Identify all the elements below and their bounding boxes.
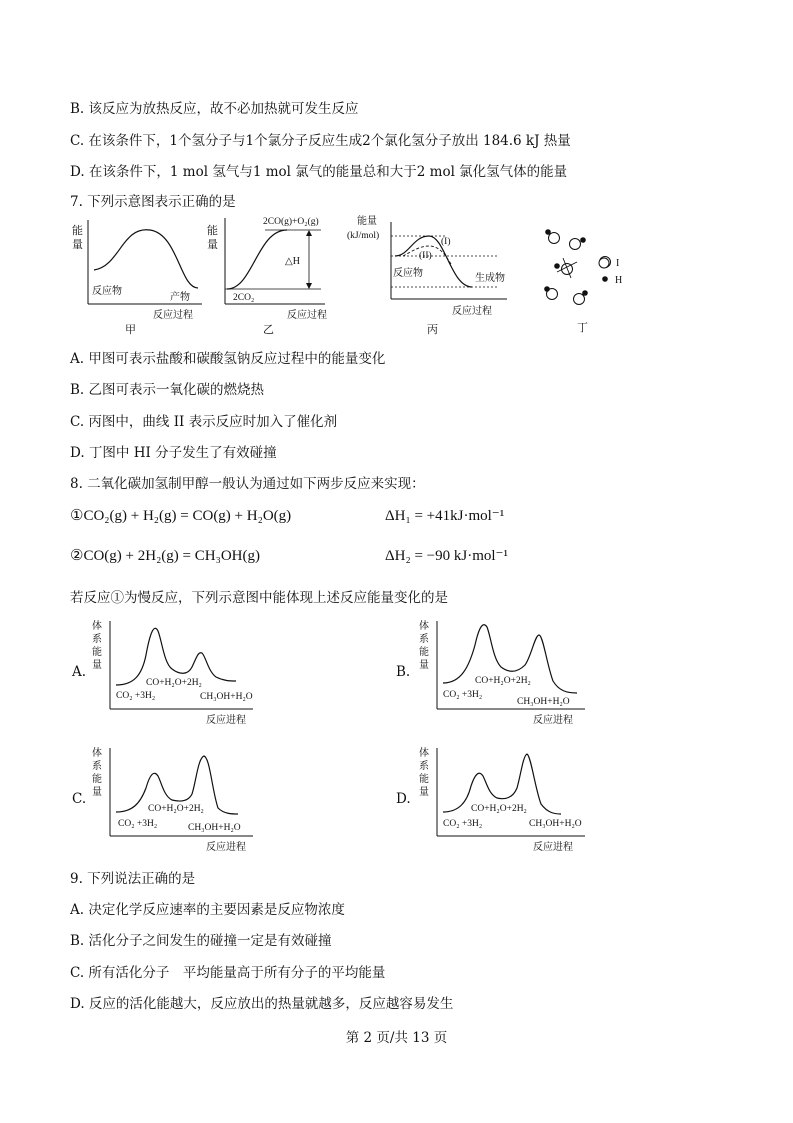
yi-bottom-label: 2CO₂ [233,293,255,303]
ding-caption: 丁 [577,322,588,334]
graph-a-end-label: CH₃OH+H₂O [200,692,253,702]
q7-option-c: C. 丙图中，曲线 II 表示反应时加入了催化剂 [70,414,338,430]
page-footer: 第 2 页/共 13 页 [345,1030,448,1046]
yi-caption: 乙 [263,324,274,336]
svg-text:体: 体 [92,621,102,632]
graph-c-xlabel: 反应进程 [206,842,246,853]
graph-a-xlabel: 反应进程 [206,715,246,726]
figure-ding [535,222,645,337]
jia-curve [94,230,198,288]
q8-option-d-label: D. [396,791,411,807]
graph-b-xlabel: 反应进程 [533,715,573,726]
graph-c-mid-label: CO+H₂O+2H₂ [148,804,204,814]
ding-legend-i-label: I [616,258,620,269]
q9-option-d: D. 反应的活化能越大，反应放出的热量就越多，反应越容易发生 [70,996,454,1012]
svg-text:体: 体 [419,748,429,759]
q6-option-c: C. 在该条件下，1个氢分子与1个氯分子反应生成2个氯化氢分子放出 184.6 kJ 热量 [70,133,571,149]
graph-d-xlabel: 反应进程 [533,842,573,853]
bing-ylabel-2: (kJ/mol) [347,231,380,241]
q7-option-a: A. 甲图可表示盐酸和碳酸氢钠反应过程中的能量变化 [70,351,386,367]
yi-ylabel-2: 量 [207,239,218,251]
figure-yi [205,212,345,337]
q8-equation-2 [70,546,508,565]
bing-curve-i [395,236,472,287]
graph-b-mid-label: CO+H₂O+2H₂ [475,676,531,686]
graph-a-start-label: CO₂ +3H₂ [116,691,156,701]
yi-dh-label: △H [285,256,300,267]
svg-text:能: 能 [92,774,102,785]
svg-text:系: 系 [419,634,429,645]
svg-text:量: 量 [419,787,429,798]
bing-curve-ii-label: (II) [419,251,432,261]
bing-caption: 丙 [427,324,438,336]
graph-a-ylabel [92,619,102,671]
jia-caption: 甲 [125,324,136,336]
q8-eq2-enthalpy: ΔH₂ = −90 kJ·mol⁻¹ [385,548,508,564]
svg-text:系: 系 [92,761,102,772]
graph-c-end-label: CH₃OH+H₂O [188,823,241,833]
svg-text:能: 能 [419,647,429,658]
svg-text:量: 量 [419,660,429,671]
svg-text:系: 系 [92,634,102,645]
yi-curve [227,230,287,289]
q8-graph-c [88,742,263,854]
jia-ylabel-2: 量 [72,239,83,251]
jia-reactant-label: 反应物 [92,286,122,297]
jia-xlabel: 反应过程 [153,310,193,321]
graph-d-end-label: CH₃OH+H₂O [529,819,582,829]
graph-c-start-label: CO₂ +3H₂ [118,819,158,829]
q6-option-d: D. 在该条件下，1 mol 氢气与1 mol 氯气的能量总和大于2 mol 氯化氢气体的能量 [70,164,568,180]
bing-reactant-label: 反应物 [393,268,423,279]
q8-graph-b [413,615,588,727]
svg-text:能: 能 [92,647,102,658]
q9-option-c: C. 所有活化分子 平均能量高于所有分子的平均能量 [70,965,386,981]
svg-text:体: 体 [419,621,429,632]
q8-eq2-reaction: ②CO(g) + 2H₂(g) = CH₃OH(g) [70,548,260,564]
q8-option-b-label: B. [396,664,411,680]
jia-product-label: 产物 [170,292,190,303]
svg-text:量: 量 [92,660,102,671]
graph-a-curve [116,628,236,685]
q8-graph-a [88,615,263,727]
q7-stem: 7. 下列示意图表示正确的是 [70,194,236,210]
q8-eq1-reaction: ①CO₂(g) + H₂(g) = CO(g) + H₂O(g) [70,508,292,524]
ding-legend-i-icon [599,258,609,268]
graph-b-ylabel [419,619,429,671]
yi-ylabel-1: 能 [207,225,218,237]
graph-d-start-label: CO₂ +3H₂ [443,819,483,829]
jia-ylabel-1: 能 [72,225,83,237]
q8-stem: 8. 二氧化碳加氢制甲醇一般认为通过如下两步反应来实现： [70,476,425,492]
q8-graph-d [413,742,588,854]
svg-text:系: 系 [419,761,429,772]
yi-xlabel: 反应过程 [287,310,327,321]
bing-ylabel-1: 能量 [357,216,377,227]
q8-equation-1 [70,506,505,525]
bing-curve-i-label: (I) [441,237,451,247]
q9-option-a: A. 决定化学反应速率的主要因素是反应物浓度 [70,902,345,918]
q8-option-a-label: A. [72,664,87,680]
q6-option-b: B. 该反应为放热反应，故不必加热就可发生反应 [70,101,359,117]
svg-text:体: 体 [92,748,102,759]
svg-text:能: 能 [419,774,429,785]
svg-text:量: 量 [92,787,102,798]
q8-prompt: 若反应①为慢反应，下列示意图中能体现上述反应能量变化的是 [70,590,448,606]
q7-option-d: D. 丁图中 HI 分子发生了有效碰撞 [70,445,277,461]
ding-legend-h-icon [602,276,608,282]
graph-b-end-label: CH₃OH+H₂O [517,697,570,707]
yi-top-label: 2CO(g)+O₂(g) [263,217,319,227]
graph-b-start-label: CO₂ +3H₂ [443,690,483,700]
graph-c-ylabel [92,746,102,798]
q7-option-b: B. 乙图可表示一氧化碳的燃烧热 [70,382,265,398]
q9-stem: 9. 下列说法正确的是 [70,871,196,887]
bing-product-label: 生成物 [475,273,505,284]
figure-bing [347,212,522,337]
ding-legend-h-label: H [615,275,623,286]
q8-eq1-enthalpy: ΔH₁ = +41kJ·mol⁻¹ [385,508,505,524]
bing-xlabel: 反应过程 [452,306,492,317]
graph-a-mid-label: CO+H₂O+2H₂ [146,678,202,688]
q9-option-b: B. 活化分子之间发生的碰撞一定是有效碰撞 [70,933,332,949]
graph-d-mid-label: CO+H₂O+2H₂ [471,804,527,814]
figure-jia [70,212,210,337]
q8-option-c-label: C. [72,791,87,807]
graph-d-ylabel [419,746,429,798]
